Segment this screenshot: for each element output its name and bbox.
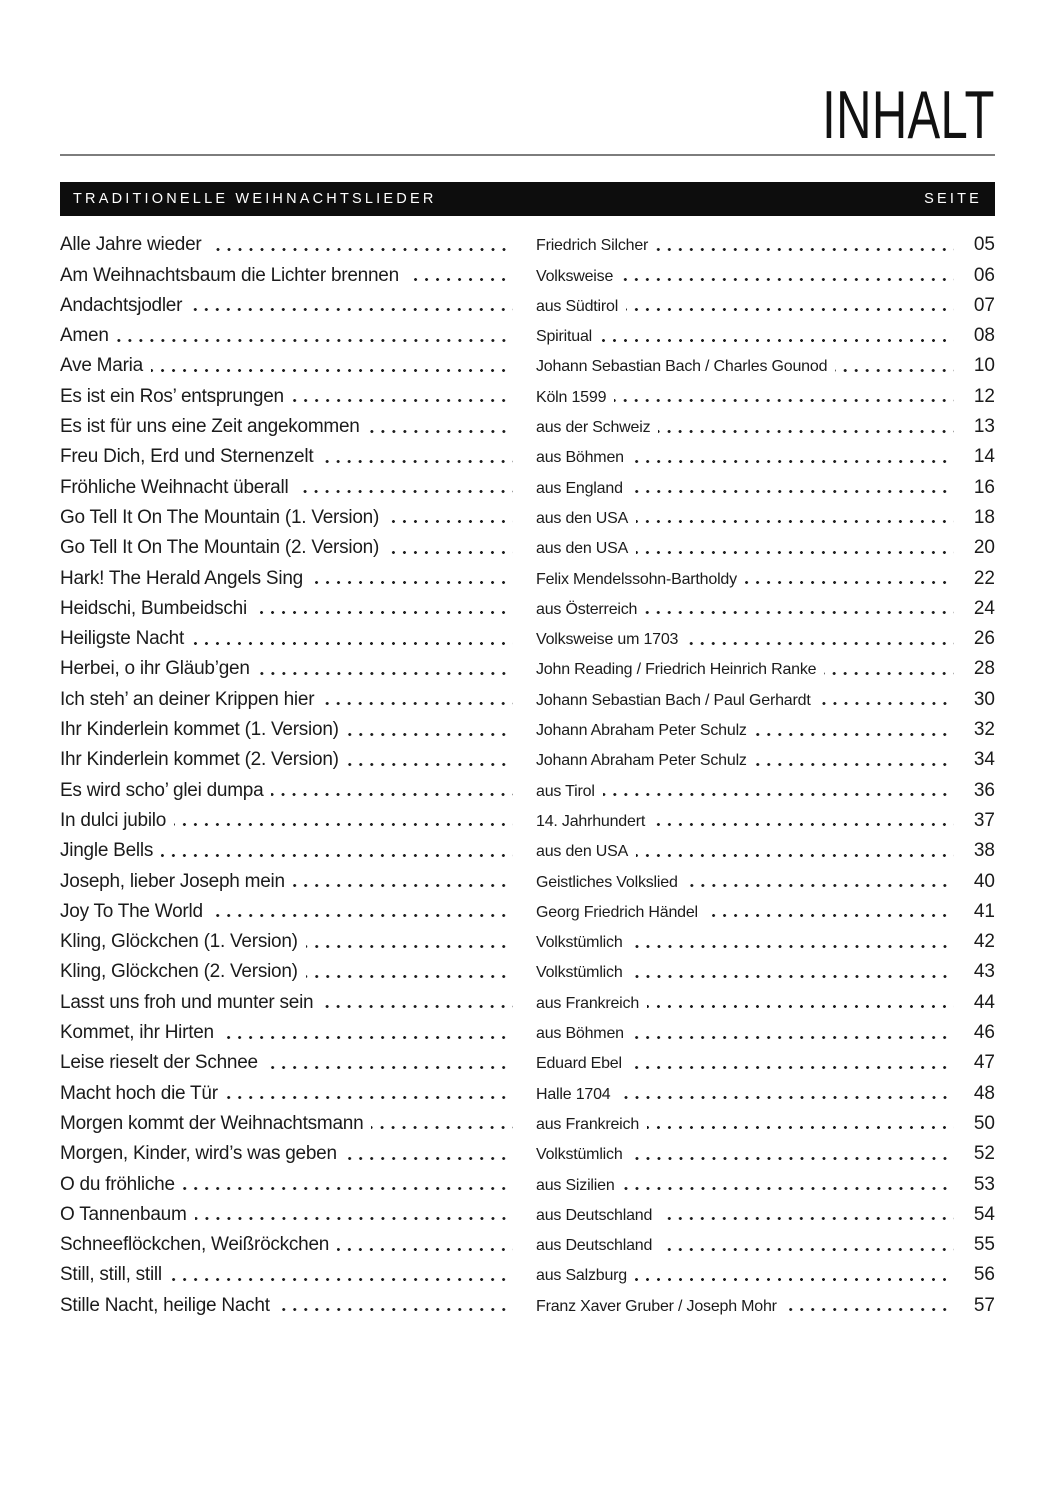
song-source: aus der Schweiz	[536, 419, 651, 437]
song-title: Es ist für uns eine Zeit angekommen	[60, 416, 360, 438]
dot-leader	[347, 763, 513, 766]
song-title: Stille Nacht, heilige Nacht	[60, 1294, 270, 1316]
toc-title-cell	[60, 599, 520, 618]
song-title: Morgen, Kinder, wird’s was geben	[60, 1143, 337, 1165]
toc-title-cell	[60, 629, 520, 648]
toc-row	[60, 951, 995, 981]
song-title: Kommet, ihr Hirten	[60, 1022, 214, 1044]
dot-leader	[686, 642, 954, 645]
toc-row	[60, 981, 995, 1011]
toc-title-cell	[60, 1205, 520, 1224]
toc-source-cell	[536, 1238, 961, 1254]
toc-source-cell	[536, 481, 961, 497]
song-title: Freu Dich, Erd und Sternenzelt	[60, 446, 314, 468]
song-source: Georg Friedrich Händel	[536, 903, 698, 921]
toc-row	[60, 1284, 995, 1314]
song-title: Es ist ein Ros’ entsprungen	[60, 385, 284, 407]
toc-row	[60, 1224, 995, 1254]
song-source: Volksweise	[536, 267, 614, 285]
dot-leader	[603, 793, 954, 796]
song-title: Ihr Kinderlein kommet (2. Version)	[60, 749, 339, 771]
page-number: 28	[973, 658, 995, 680]
toc-title-cell	[60, 720, 520, 739]
song-title: Joy To The World	[60, 900, 203, 922]
dot-leader	[631, 945, 954, 948]
toc-row	[60, 1072, 995, 1102]
toc-row	[60, 618, 995, 648]
dot-leader	[222, 1036, 513, 1039]
toc-row	[60, 224, 995, 254]
toc-title-cell	[60, 266, 520, 285]
toc-title-cell	[60, 1144, 520, 1163]
toc-row	[60, 709, 995, 739]
dot-leader	[653, 823, 954, 826]
dot-leader	[292, 399, 513, 402]
toc-title-cell	[60, 781, 520, 800]
song-title: Heidschi, Bumbeidschi	[60, 597, 247, 619]
dot-leader	[614, 399, 954, 402]
dot-leader	[660, 1248, 954, 1251]
dot-leader	[271, 793, 513, 796]
dot-leader	[632, 460, 954, 463]
toc-title-cell	[60, 872, 520, 891]
dot-leader	[626, 308, 954, 311]
toc-title-cell	[60, 508, 520, 527]
page-number: 36	[973, 779, 995, 801]
dot-leader	[296, 490, 513, 493]
toc-row	[60, 1042, 995, 1072]
page-number: 18	[973, 506, 995, 528]
toc-title-cell	[60, 690, 520, 709]
song-title: Jingle Bells	[60, 840, 154, 862]
dot-leader	[636, 854, 954, 857]
page-number: 08	[973, 325, 995, 347]
song-source: aus den USA	[536, 509, 629, 527]
toc-row	[60, 1163, 995, 1193]
dot-leader	[660, 1217, 954, 1220]
page-number: 56	[973, 1264, 995, 1286]
song-title: Leise rieselt der Schnee	[60, 1052, 258, 1074]
dot-leader	[387, 551, 513, 554]
song-source: John Reading / Friedrich Heinrich Ranke	[536, 661, 817, 679]
toc-title-cell	[60, 659, 520, 678]
song-title: Hark! The Herald Angels Sing	[60, 567, 303, 589]
page-number: 07	[973, 294, 995, 316]
toc-source-cell	[536, 572, 961, 588]
page-number: 34	[973, 749, 995, 771]
song-title: Alle Jahre wieder	[60, 234, 202, 256]
page-number: 52	[973, 1143, 995, 1165]
toc-row	[60, 830, 995, 860]
toc-title-cell	[60, 387, 520, 406]
song-source: Volksweise um 1703	[536, 631, 679, 649]
toc-row	[60, 860, 995, 890]
song-source: aus Frankreich	[536, 994, 640, 1012]
page-number: 06	[973, 264, 995, 286]
dot-leader	[387, 520, 513, 523]
toc-title-cell	[60, 569, 520, 588]
dot-leader	[621, 278, 954, 281]
song-source: Johann Abraham Peter Schulz	[536, 752, 747, 770]
song-source: aus Salzburg	[536, 1267, 627, 1285]
page-number: 37	[973, 809, 995, 831]
section-header-label: TRADITIONELLE WEIHNACHTSLIEDER	[73, 191, 437, 207]
dot-leader	[306, 975, 513, 978]
toc-title-cell	[60, 1114, 520, 1133]
page-number: 13	[973, 416, 995, 438]
toc-title-cell	[60, 1296, 520, 1315]
dot-leader	[211, 914, 513, 917]
song-title: Schneeflöckchen, Weißröckchen	[60, 1234, 330, 1256]
dot-leader	[255, 611, 513, 614]
dot-leader	[226, 1096, 513, 1099]
toc-row	[60, 1194, 995, 1224]
song-source: aus Frankreich	[536, 1115, 640, 1133]
song-title: Morgen kommt der Weihnachtsmann	[60, 1112, 364, 1134]
section-header-bar	[60, 182, 995, 216]
toc-source-cell	[536, 844, 961, 860]
toc-row	[60, 1012, 995, 1042]
dot-leader	[755, 733, 954, 736]
song-title: Fröhliche Weihnacht überall	[60, 476, 289, 498]
toc-title-cell	[60, 417, 520, 436]
song-title: Heiligste Nacht	[60, 628, 185, 650]
song-source: aus Böhmen	[536, 449, 624, 467]
dot-leader	[656, 248, 954, 251]
toc-title-cell	[60, 356, 520, 375]
toc-row	[60, 527, 995, 557]
dot-leader	[658, 430, 954, 433]
song-source: Johann Abraham Peter Schulz	[536, 722, 747, 740]
dot-leader	[371, 1126, 513, 1129]
dot-leader	[174, 823, 513, 826]
dot-leader	[306, 945, 513, 948]
song-source: Eduard Ebel	[536, 1055, 622, 1073]
toc-source-cell	[536, 390, 961, 406]
toc-source-cell	[536, 632, 961, 648]
song-source: Friedrich Silcher	[536, 237, 649, 255]
dot-leader	[347, 733, 513, 736]
dot-leader	[636, 520, 954, 523]
dot-leader	[630, 1066, 954, 1069]
toc-source-cell	[536, 541, 961, 557]
toc-source-cell	[536, 450, 961, 466]
song-title: Andachtsjodler	[60, 294, 183, 316]
toc-row	[60, 285, 995, 315]
page-number: 42	[973, 931, 995, 953]
toc-title-cell	[60, 811, 520, 830]
dot-leader	[117, 339, 513, 342]
song-source: Franz Xaver Gruber / Joseph Mohr	[536, 1297, 777, 1315]
dot-leader	[311, 581, 513, 584]
dot-leader	[407, 278, 513, 281]
toc-source-cell	[536, 299, 961, 315]
dot-leader	[192, 642, 513, 645]
song-source: Spiritual	[536, 328, 593, 346]
toc-source-cell	[536, 1056, 961, 1072]
song-title: Kling, Glöckchen (1. Version)	[60, 931, 298, 953]
toc-title-cell	[60, 1265, 520, 1284]
toc-row	[60, 769, 995, 799]
header-rule	[60, 154, 995, 156]
toc-title-cell	[60, 235, 520, 254]
dot-leader	[819, 702, 954, 705]
page-number: 16	[973, 476, 995, 498]
dot-leader	[161, 854, 513, 857]
toc-title-cell	[60, 478, 520, 497]
dot-leader	[368, 430, 513, 433]
page-number: 50	[973, 1112, 995, 1134]
song-title: O Tannenbaum	[60, 1203, 187, 1225]
toc-source-cell	[536, 1268, 961, 1284]
toc-title-cell	[60, 1084, 520, 1103]
song-source: aus Südtirol	[536, 297, 619, 315]
page-number: 44	[973, 991, 995, 1013]
song-source: Johann Sebastian Bach / Charles Gounod	[536, 358, 828, 376]
toc-row	[60, 466, 995, 496]
toc-source-cell	[536, 1178, 961, 1194]
toc-source-cell	[536, 1299, 961, 1315]
toc-row	[60, 1103, 995, 1133]
page-number: 26	[973, 628, 995, 650]
dot-leader	[321, 1005, 513, 1008]
toc-title-cell	[60, 1175, 520, 1194]
page-number: 22	[973, 567, 995, 589]
page-number: 10	[973, 355, 995, 377]
song-title: Go Tell It On The Mountain (1. Version)	[60, 506, 380, 528]
toc-row	[60, 315, 995, 345]
page-number: 24	[973, 597, 995, 619]
page-number: 41	[973, 900, 995, 922]
page-number: 20	[973, 537, 995, 559]
dot-leader	[321, 460, 513, 463]
song-source: Felix Mendelssohn-Bartholdy	[536, 570, 737, 588]
song-title: Lasst uns froh und munter sein	[60, 991, 314, 1013]
page-number: 40	[973, 870, 995, 892]
dot-leader	[631, 1157, 954, 1160]
page-number: 54	[973, 1203, 995, 1225]
toc-title-cell	[60, 538, 520, 557]
toc-title-cell	[60, 447, 520, 466]
dot-leader	[785, 1308, 954, 1311]
page-number: 48	[973, 1082, 995, 1104]
dot-leader	[293, 884, 513, 887]
toc-source-cell	[536, 1208, 961, 1224]
dot-leader	[647, 1005, 954, 1008]
song-source: aus den USA	[536, 843, 629, 861]
toc-source-cell	[536, 269, 961, 285]
song-source: aus Deutschland	[536, 1206, 653, 1224]
song-source: aus Deutschland	[536, 1237, 653, 1255]
toc-source-cell	[536, 602, 961, 618]
toc-source-cell	[536, 723, 961, 739]
toc-source-cell	[536, 996, 961, 1012]
page-number: 57	[973, 1294, 995, 1316]
toc-row	[60, 921, 995, 951]
toc-source-cell	[536, 753, 961, 769]
toc-row	[60, 345, 995, 375]
page-title: INHALT	[822, 77, 995, 153]
song-source: Volkstümlich	[536, 964, 623, 982]
toc-title-cell	[60, 932, 520, 951]
page-number: 43	[973, 961, 995, 983]
dot-leader	[170, 1278, 513, 1281]
toc-title-cell	[60, 902, 520, 921]
toc-row	[60, 648, 995, 678]
dot-leader	[755, 763, 954, 766]
page-number: 46	[973, 1022, 995, 1044]
song-title: Joseph, lieber Joseph mein	[60, 870, 285, 892]
dot-leader	[636, 551, 954, 554]
song-title: Kling, Glöckchen (2. Version)	[60, 961, 298, 983]
song-title: Am Weihnachtsbaum die Lichter brennen	[60, 264, 399, 286]
page-number: 38	[973, 840, 995, 862]
toc-row	[60, 1254, 995, 1284]
song-source: 14. Jahrhundert	[536, 812, 646, 830]
toc-row	[60, 1133, 995, 1163]
dot-leader	[745, 581, 954, 584]
song-title: Herbei, o ihr Gläub’gen	[60, 658, 250, 680]
toc-row	[60, 891, 995, 921]
toc-source-cell	[536, 1026, 961, 1042]
song-source: aus Tirol	[536, 782, 595, 800]
toc-title-cell	[60, 993, 520, 1012]
dot-leader	[183, 1187, 513, 1190]
toc-row	[60, 588, 995, 618]
toc-title-cell	[60, 1235, 520, 1254]
table-of-contents	[60, 224, 995, 1315]
toc-source-cell	[536, 1147, 961, 1163]
dot-leader	[824, 672, 954, 675]
song-source: Volkstümlich	[536, 1146, 623, 1164]
toc-row	[60, 557, 995, 587]
dot-leader	[278, 1308, 513, 1311]
toc-row	[60, 678, 995, 708]
song-source: Volkstümlich	[536, 934, 623, 952]
song-source: aus den USA	[536, 540, 629, 558]
toc-title-cell	[60, 750, 520, 769]
page-number: 14	[973, 446, 995, 468]
toc-source-cell	[536, 875, 961, 891]
toc-row	[60, 800, 995, 830]
toc-source-cell	[536, 784, 961, 800]
song-title: Go Tell It On The Mountain (2. Version)	[60, 537, 380, 559]
dot-leader	[151, 369, 513, 372]
song-title: Macht hoch die Tür	[60, 1082, 218, 1104]
dot-leader	[337, 1248, 513, 1251]
dot-leader	[647, 1126, 954, 1129]
song-source: Johann Sebastian Bach / Paul Gerhardt	[536, 691, 811, 709]
dot-leader	[195, 1217, 513, 1220]
dot-leader	[631, 975, 954, 978]
toc-source-cell	[536, 359, 961, 375]
toc-source-cell	[536, 511, 961, 527]
toc-title-cell	[60, 962, 520, 981]
toc-title-cell	[60, 841, 520, 860]
page-number: 47	[973, 1052, 995, 1074]
toc-source-cell	[536, 1087, 961, 1103]
dot-leader	[600, 339, 954, 342]
toc-source-cell	[536, 662, 961, 678]
page-number: 53	[973, 1173, 995, 1195]
song-title: O du fröhliche	[60, 1173, 175, 1195]
dot-leader	[619, 1096, 954, 1099]
song-source: Geistliches Volkslied	[536, 873, 678, 891]
song-source: aus Sizilien	[536, 1176, 615, 1194]
dot-leader	[632, 1036, 954, 1039]
toc-row	[60, 739, 995, 769]
toc-row	[60, 406, 995, 436]
song-title: Ihr Kinderlein kommet (1. Version)	[60, 719, 339, 741]
dot-leader	[631, 490, 954, 493]
toc-source-cell	[536, 693, 961, 709]
toc-row	[60, 254, 995, 284]
dot-leader	[190, 308, 513, 311]
song-title: Still, still, still	[60, 1264, 162, 1286]
dot-leader	[345, 1157, 513, 1160]
dot-leader	[835, 369, 954, 372]
page-number: 32	[973, 719, 995, 741]
toc-title-cell	[60, 326, 520, 345]
toc-title-cell	[60, 1053, 520, 1072]
toc-source-cell	[536, 1117, 961, 1133]
song-source: Halle 1704	[536, 1085, 611, 1103]
song-title: In dulci jubilo	[60, 809, 167, 831]
song-title: Es wird scho’ glei dumpa	[60, 779, 264, 801]
song-title: Amen	[60, 325, 109, 347]
dot-leader	[686, 884, 954, 887]
song-source: Köln 1599	[536, 388, 607, 406]
dot-leader	[706, 914, 954, 917]
dot-leader	[266, 1066, 513, 1069]
section-header-page-label: SEITE	[924, 191, 982, 207]
page-number: 12	[973, 385, 995, 407]
toc-title-cell	[60, 1023, 520, 1042]
toc-source-cell	[536, 905, 961, 921]
dot-leader	[210, 248, 514, 251]
song-title: Ich steh’ an deiner Krippen hier	[60, 688, 315, 710]
toc-source-cell	[536, 420, 961, 436]
toc-source-cell	[536, 329, 961, 345]
dot-leader	[322, 702, 513, 705]
page-number: 05	[973, 234, 995, 256]
toc-source-cell	[536, 965, 961, 981]
page-number: 30	[973, 688, 995, 710]
toc-row	[60, 497, 995, 527]
song-source: aus England	[536, 479, 623, 497]
page-number: 55	[973, 1234, 995, 1256]
toc-title-cell	[60, 296, 520, 315]
toc-source-cell	[536, 814, 961, 830]
song-source: aus Böhmen	[536, 1025, 624, 1043]
dot-leader	[645, 611, 954, 614]
dot-leader	[258, 672, 513, 675]
toc-source-cell	[536, 238, 961, 254]
toc-row	[60, 375, 995, 405]
dot-leader	[635, 1278, 954, 1281]
dot-leader	[623, 1187, 954, 1190]
toc-source-cell	[536, 935, 961, 951]
song-title: Ave Maria	[60, 355, 143, 377]
song-source: aus Österreich	[536, 600, 638, 618]
toc-row	[60, 436, 995, 466]
